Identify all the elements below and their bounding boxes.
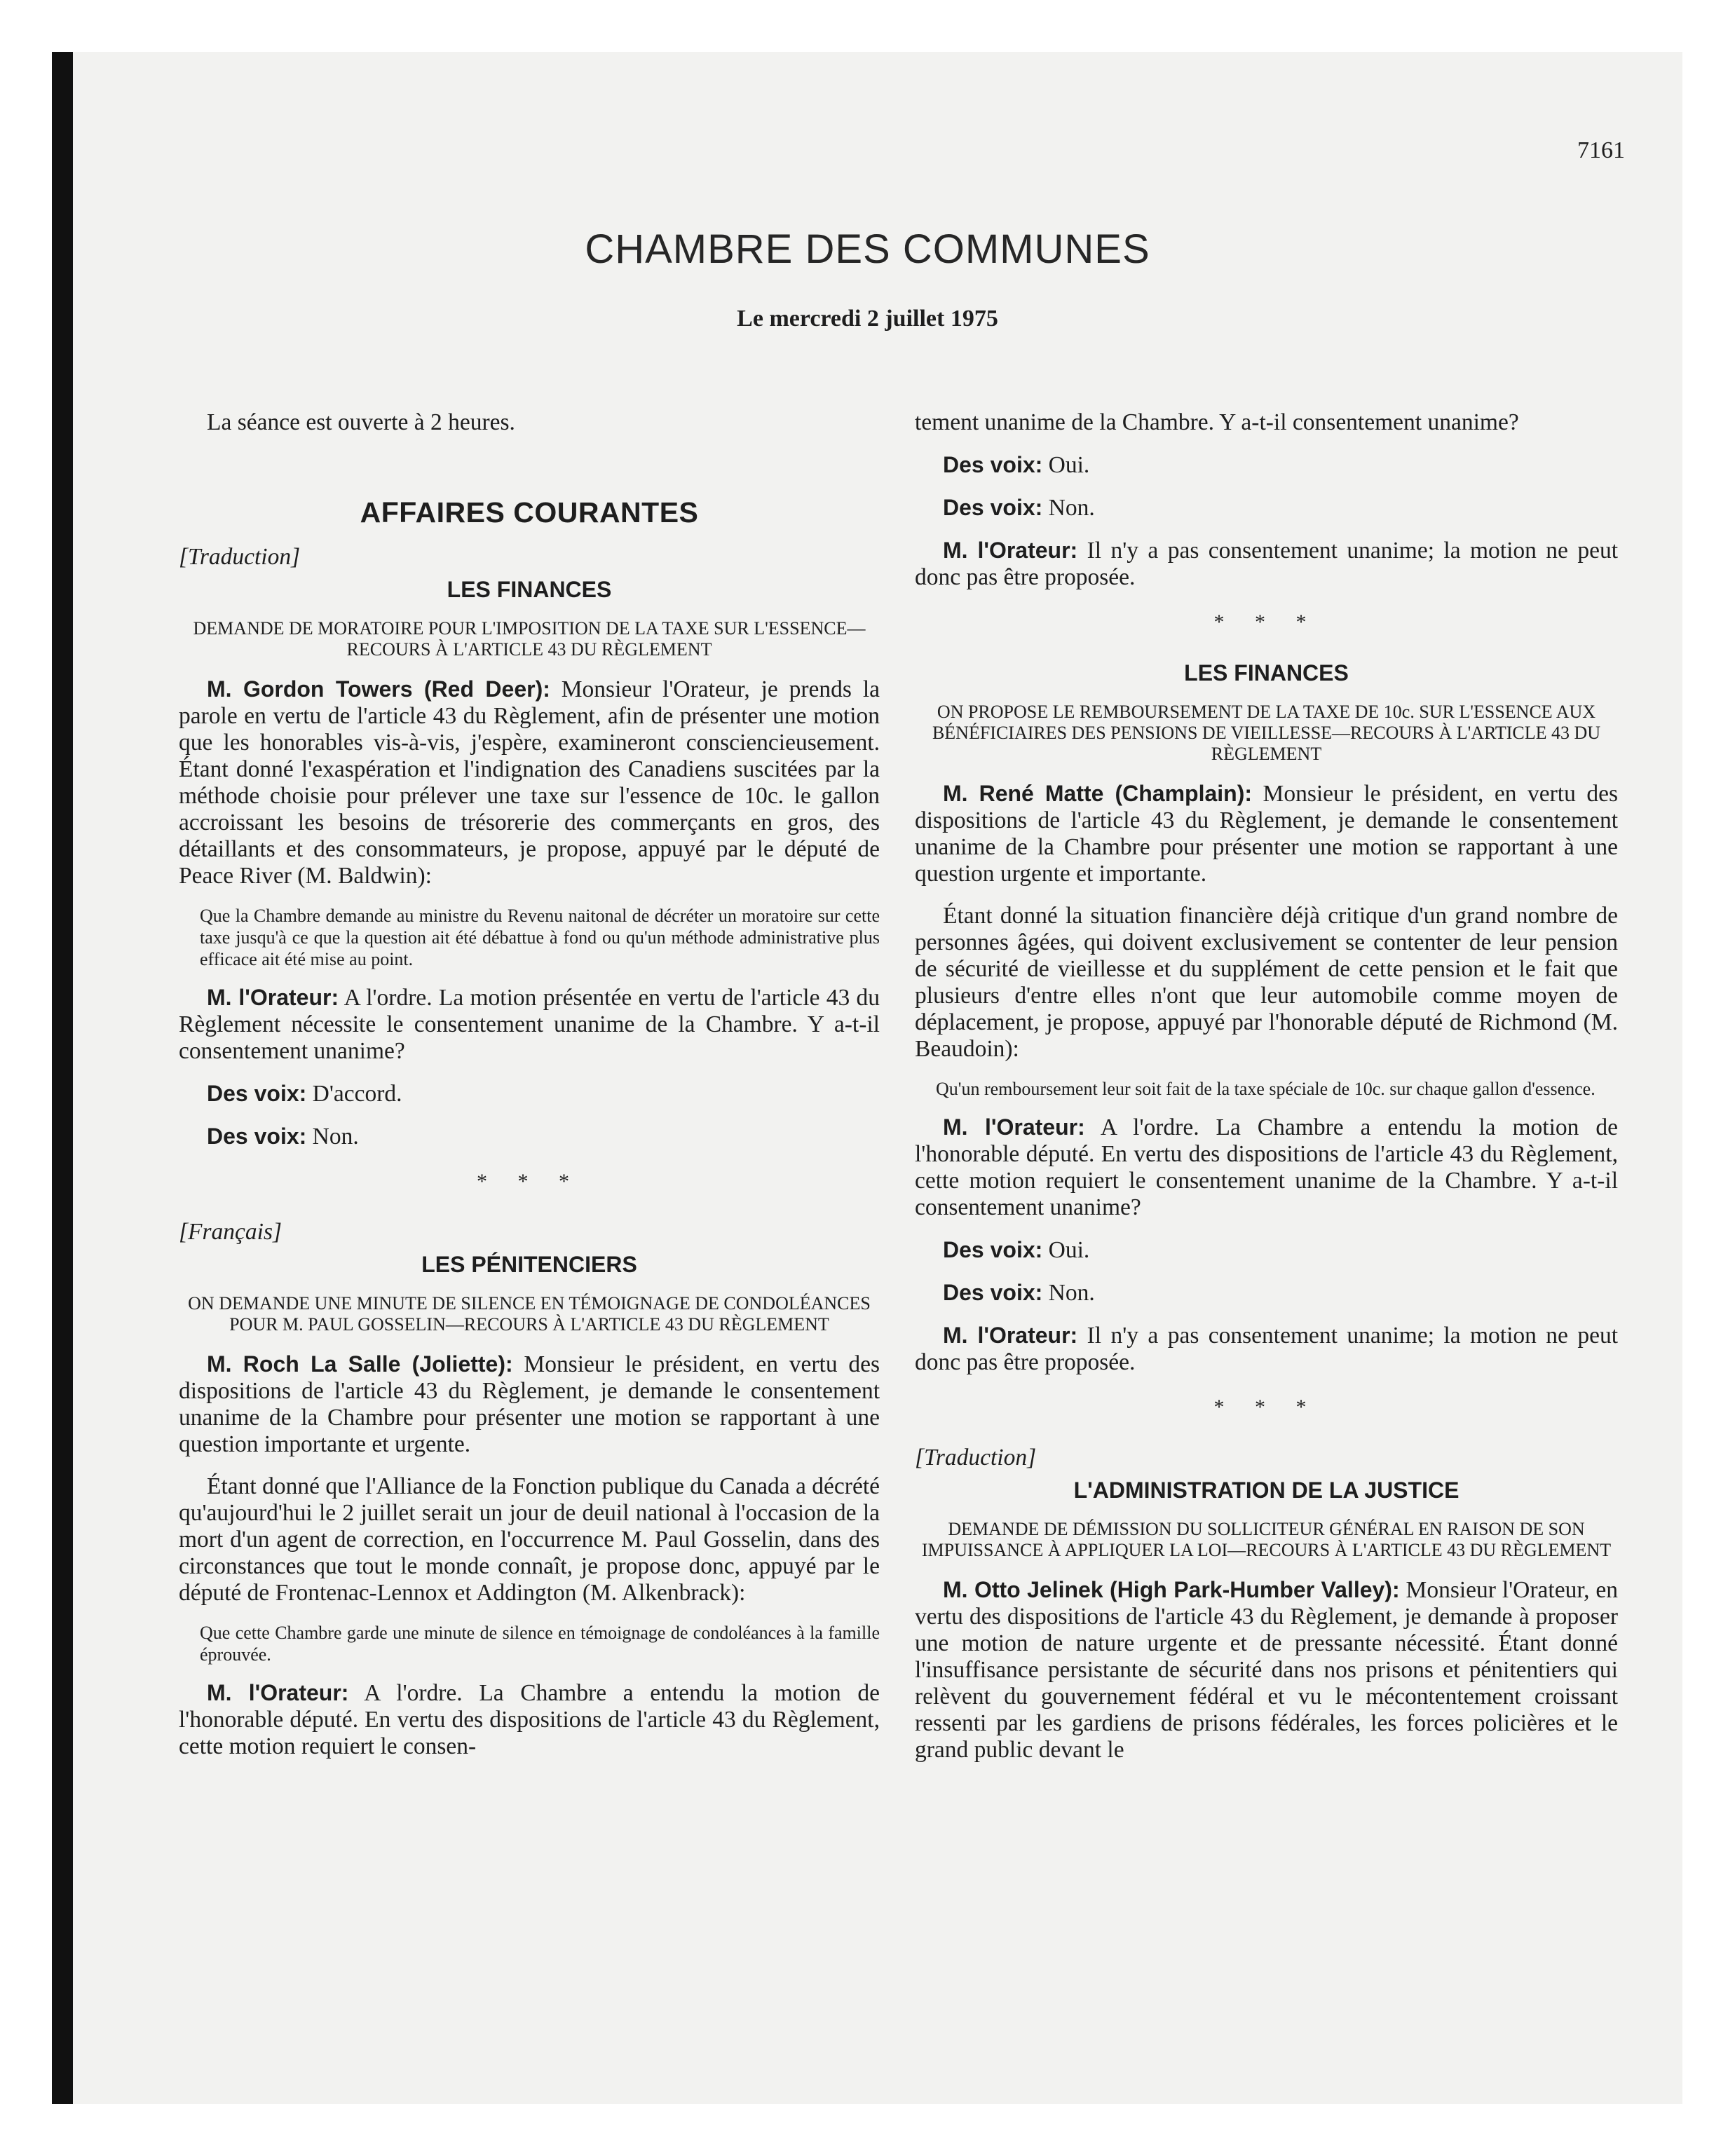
speech-text: Monsieur le président, en vertu des dispositions de l'article 43 du Règlement, je demande le consentement unanime de la Chambre pour présenter une motion se rapportant à une question urgente et importante. <box>915 781 1619 887</box>
paragraph-voix <box>915 1279 1618 1306</box>
subheading-minute-silence: ON DEMANDE UNE MINUTE DE SILENCE EN TÉMOIGNAGE DE CONDOLÉANCES POUR M. PAUL GOSSELIN—RECOURS À L'ARTICLE 43 DU RÈGLEMENT <box>188 1293 871 1335</box>
page-number: 7161 <box>1577 137 1625 163</box>
speaker-name: Des voix: <box>943 1280 1043 1305</box>
speech-text: Monsieur le président, en vertu des dispositions de l'article 43 du Règlement, je demande le consentement unanime de la Chambre pour présenter une motion se rapportant à une question importante et urgente. <box>179 1351 880 1457</box>
language-marker: [Traduction] <box>179 544 301 570</box>
speaker-name: M. Otto Jelinek (High Park-Humber Valley): <box>943 1577 1400 1602</box>
speech-text: Oui. <box>1048 1237 1090 1263</box>
subheading-moratoire: DEMANDE DE MORATOIRE POUR L'IMPOSITION DE LA TAXE SUR L'ESSENCE—RECOURS À L'ARTICLE 43 DU RÈGLEMENT <box>193 618 866 660</box>
speech-text: Non. <box>312 1124 359 1149</box>
speech-text: A l'ordre. La motion présentée en vertu de l'article 43 du Règlement nécessite le consentement unanime de la Chambre. Y a-t-il consentement unanime? <box>179 985 880 1064</box>
paragraph-voix <box>915 1236 1618 1264</box>
continuation-text: tement unanime de la Chambre. Y a-t-il consentement unanime? <box>915 409 1519 435</box>
speech-text: Non. <box>1048 1280 1095 1306</box>
subheading-remboursement: ON PROPOSE LE REMBOURSEMENT DE LA TAXE DE 10c. SUR L'ESSENCE AUX BÉNÉFICIAIRES DES PENSIONS DE VIEILLESSE—RECOURS À L'ARTICLE 43 DU RÈGLEMENT <box>932 702 1601 764</box>
speech-text: A l'ordre. La Chambre a entendu la motion de l'honorable député. En vertu des dispositions de l'article 43 du Règlement, cette motion requiert le consentement unanime de la Chambre. Y a-t-il consentement unanime? <box>915 1114 1618 1220</box>
speaker-name: M. l'Orateur: <box>943 538 1078 563</box>
speech-text: Monsieur l'Orateur, je prends la parole en vertu de l'article 43 du Règlement, afin de présenter une motion que les honorables vis-à-vis, j'espère, examineront consciencieusement. Étant donné l'exaspération et l'indignation des Canadiens suscitées par la méthode choisie pour prélever une taxe sur l'essence de 10c. le gallon accroissant les besoins de trésorerie des commerçants en gros, des détaillants et des consommateurs, je propose, appuyé par le député de Peace River (M. Baldwin): <box>179 676 880 889</box>
section-separator: * * * <box>1213 610 1319 634</box>
heading-affaires-courantes: AFFAIRES COURANTES <box>360 496 699 528</box>
speaker-name: Des voix: <box>943 452 1043 477</box>
language-marker: [Traduction] <box>915 1445 1037 1471</box>
paragraph-voix <box>179 1080 880 1107</box>
speaker-name: M. René Matte (Champlain): <box>943 781 1253 806</box>
speech-text: Il n'y a pas consentement unanime; la motion ne peut donc pas être proposée. <box>915 538 1619 590</box>
session-date: Le mercredi 2 juillet 1975 <box>737 306 998 332</box>
paragraph-matte-2: Étant donné la situation financière déjà critique d'un grand nombre de personnes âgées, qui doivent exclusivement se contenter de leur pension de sécurité de vieillesse et du supplément de cette pension et le fait que plusieurs d'entre elles n'ont que leur automobile comme moyen de déplacement, je propose, appuyé par l'honorable député de Richmond (M. Beaudoin): <box>915 903 1618 1062</box>
section-separator: * * * <box>1213 1396 1319 1419</box>
speaker-name: Des voix: <box>207 1081 307 1106</box>
paragraph-voix <box>915 494 1618 521</box>
paragraph-orateur <box>179 1679 880 1760</box>
speaker-name: Des voix: <box>943 1237 1043 1262</box>
speaker-name: M. l'Orateur: <box>207 985 339 1010</box>
speaker-name: Des voix: <box>943 495 1043 520</box>
speech-text: Non. <box>1048 495 1095 521</box>
speech-text: Oui. <box>1048 452 1090 478</box>
speaker-name: M. l'Orateur: <box>943 1323 1078 1348</box>
paragraph-lasalle <box>179 1351 880 1458</box>
speaker-name: M. l'Orateur: <box>943 1114 1085 1140</box>
left-column <box>179 409 880 1775</box>
paragraph-lasalle-2: Étant donné que l'Alliance de la Fonction publique du Canada a décrété qu'aujourd'hui le 2 juillet serait un jour de deuil national à l'occasion de la mort d'un agent de correction, en l'occurrence M. Paul Gosselin, dans des circonstances que tout le monde connaît, je propose donc, appuyé par le député de Frontenac-Lennox et Addington (M. Alkenbrack): <box>179 1473 880 1606</box>
paragraph-orateur <box>915 1322 1618 1376</box>
paragraph-orateur <box>915 1114 1618 1221</box>
motion-quote: Que la Chambre demande au ministre du Revenu naitonal de décréter un moratoire sur cette taxe jusqu'à ce que la question ait été débattue à fond ou qu'un méthode administrative plus efficace ait été mise au point. <box>200 906 880 969</box>
speaker-name: Des voix: <box>207 1124 307 1149</box>
speech-text: D'accord. <box>312 1081 402 1107</box>
paragraph-matte <box>915 780 1618 887</box>
scan-binding-edge <box>52 52 73 2104</box>
heading-les-finances: LES FINANCES <box>447 577 612 602</box>
motion-quote: Qu'un remboursement leur soit fait de la taxe spéciale de 10c. sur chaque gallon d'essence. <box>936 1079 1595 1099</box>
motion-quote: Que cette Chambre garde une minute de silence en témoignage de condoléances à la famille éprouvée. <box>200 1623 880 1665</box>
heading-les-penitenciers: LES PÉNITENCIERS <box>421 1252 637 1277</box>
speaker-name: M. Gordon Towers (Red Deer): <box>207 676 550 702</box>
speech-text: Monsieur l'Orateur, en vertu des dispositions de l'article 43 du Règlement, je demande à proposer une motion de nature urgente et de pressante nécessité. Étant donné l'insuffisance persistante de sécurité dans nos prisons et pénitentiers qui relèvent du gouvernement fédéral et vu le mécontentement croissant ressenti par les gardiens de prisons fédérales, les forces policières et le grand public devant le <box>915 1577 1619 1763</box>
section-separator: * * * <box>477 1170 582 1193</box>
language-marker: [Français] <box>179 1219 283 1245</box>
heading-les-finances: LES FINANCES <box>1184 660 1349 685</box>
heading-administration-justice: L'ADMINISTRATION DE LA JUSTICE <box>1073 1478 1460 1503</box>
paragraph-orateur <box>915 537 1618 591</box>
paragraph-towers <box>179 676 880 889</box>
speech-text: A l'ordre. La Chambre a entendu la motion de l'honorable député. En vertu des dispositions de l'article 43 du Règlement, cette motion requiert le consen- <box>179 1680 880 1759</box>
speaker-name: M. l'Orateur: <box>207 1680 349 1705</box>
right-column <box>915 409 1618 1779</box>
speaker-name: M. Roch La Salle (Joliette): <box>207 1351 513 1377</box>
page-title: CHAMBRE DES COMMUNES <box>585 226 1150 272</box>
paragraph-voix <box>179 1123 880 1150</box>
subheading-demission: DEMANDE DE DÉMISSION DU SOLLICITEUR GÉNÉRAL EN RAISON DE SON IMPUISSANCE À APPLIQUER LA LOI—RECOURS À L'ARTICLE 43 DU RÈGLEMENT <box>921 1519 1612 1560</box>
paragraph-orateur <box>179 984 880 1065</box>
paragraph-voix <box>915 451 1618 479</box>
speech-text: Il n'y a pas consentement unanime; la motion ne peut donc pas être proposée. <box>915 1323 1619 1375</box>
paragraph-jelinek <box>915 1576 1618 1763</box>
opening-line: La séance est ouverte à 2 heures. <box>207 409 515 435</box>
